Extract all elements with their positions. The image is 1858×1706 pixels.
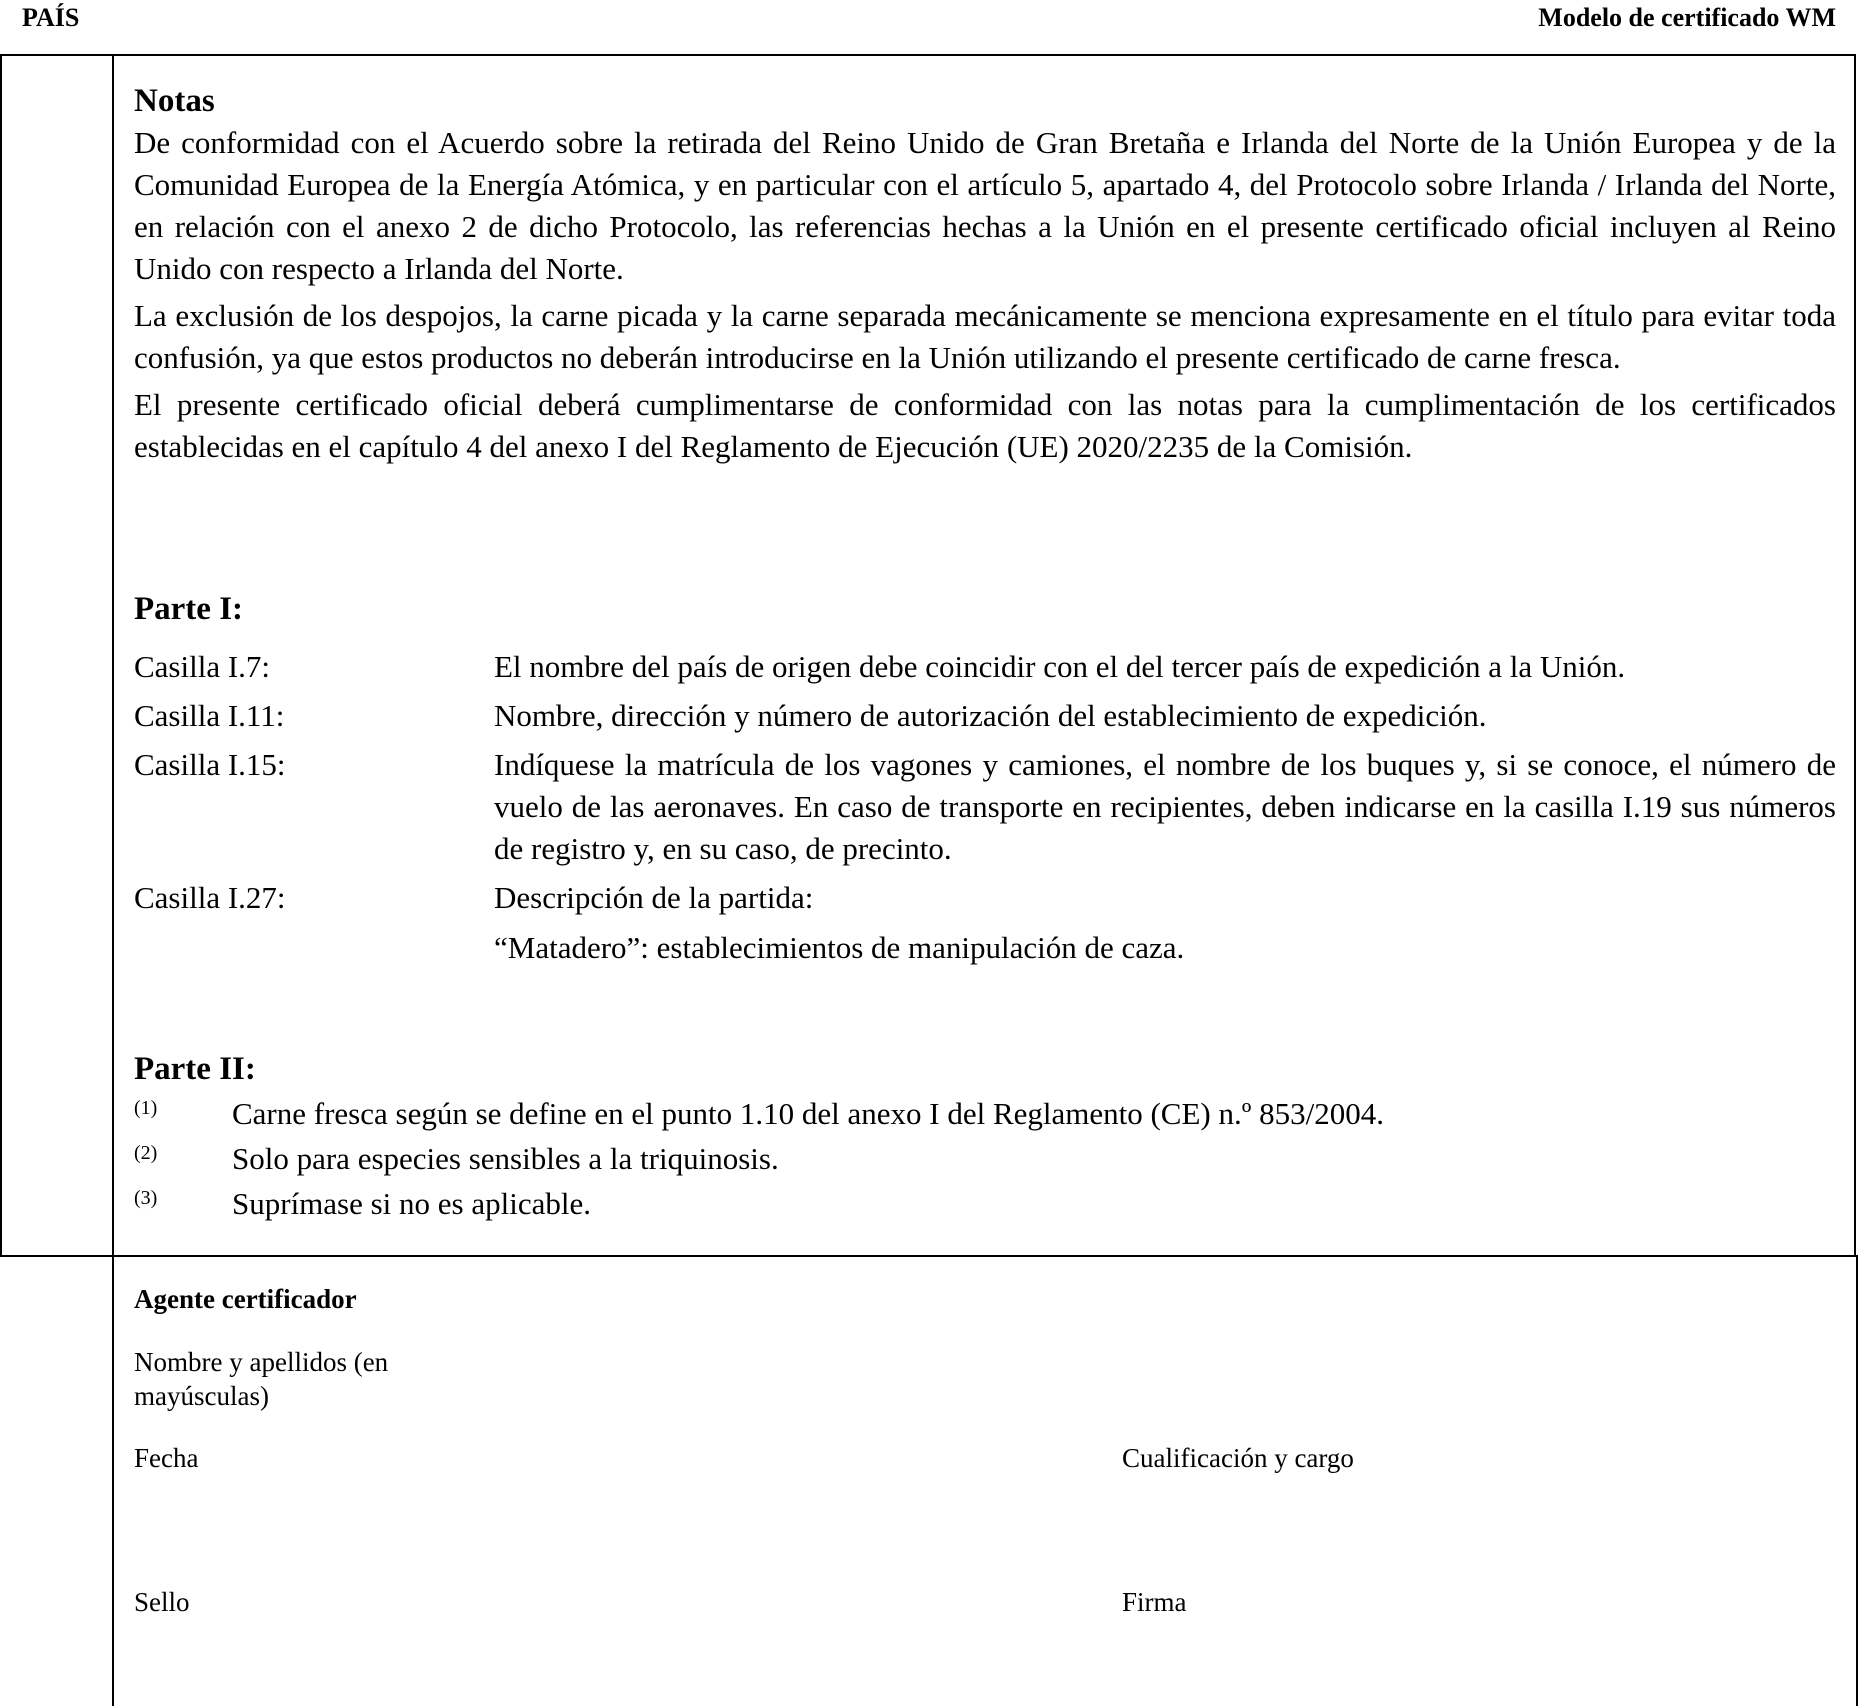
footnote-mark: (2) <box>134 1142 158 1164</box>
casilla-label: Casilla I.15: <box>134 747 286 782</box>
notes-paragraph: De conformidad con el Acuerdo sobre la retirada del Reino Unido de Gran Bretaña e Irlanda del Norte de la Unión Europea y de la Comunidad Europea de la Energía Atómica, y en particular con el artículo 5, apartado 4, del Protocolo sobre Irlanda / Irlanda del Norte, en relación con el anexo 2 de dicho Protocolo, las referencias hechas a la Unión en el presente certificado oficial incluyen al Reino Unido con respecto a Irlanda del Norte. <box>134 125 1836 286</box>
qualification-label: Cualificación y cargo <box>1122 1443 1354 1473</box>
casilla-text-block <box>494 877 1836 969</box>
casilla-text: Nombre, dirección y número de autorización del establecimiento de expedición. <box>494 698 1487 733</box>
footnote-row <box>134 1093 1836 1135</box>
parte1-title: Parte I: <box>134 591 244 627</box>
footnote-row <box>134 1183 1836 1225</box>
casilla-row <box>134 695 1836 737</box>
date-label: Fecha <box>134 1443 199 1473</box>
casilla-row <box>134 877 1836 969</box>
certifying-officer-title: Agente certificador <box>134 1284 357 1314</box>
footnote-text: Solo para especies sensibles a la triquinosis. <box>232 1141 779 1176</box>
parte1-section <box>134 588 1836 976</box>
casilla-label: Casilla I.11: <box>134 698 285 733</box>
footnote-mark: (1) <box>134 1097 158 1119</box>
notes-section <box>134 80 1836 473</box>
footnote-row <box>134 1138 1836 1180</box>
casilla-row <box>134 646 1836 688</box>
footnote-mark: (3) <box>134 1187 158 1209</box>
casilla-subtext: “Matadero”: establecimientos de manipulación de caza. <box>494 930 1185 965</box>
casilla-text: Indíquese la matrícula de los vagones y camiones, el nombre de los buques y, si se conoce, el número de vuelo de las aeronaves. En caso de transporte en recipientes, deben indicarse en la casilla I.19 sus números de registro y, en su caso, de precinto. <box>494 747 1836 866</box>
casilla-row <box>134 744 1836 870</box>
stamp-label: Sello <box>134 1587 190 1617</box>
notes-title: Notas <box>134 83 215 119</box>
casilla-label: Casilla I.27: <box>134 880 286 915</box>
notes-paragraph: El presente certificado oficial deberá cumplimentarse de conformidad con las notas para la cumplimentación de los certificados establecidas en el capítulo 4 del anexo I del Reglamento de Ejecución (UE) 2020/2235 de la Comisión. <box>134 387 1836 464</box>
casilla-label: Casilla I.7: <box>134 649 271 684</box>
footnote-text: Carne fresca según se define en el punto 1.10 del anexo I del Reglamento (CE) n.º 853/2004. <box>232 1096 1384 1131</box>
casilla-text: El nombre del país de origen debe coincidir con el del tercer país de expedición a la Unión. <box>494 649 1626 684</box>
parte2-title: Parte II: <box>134 1051 256 1087</box>
casilla-text: Descripción de la partida: <box>494 880 814 915</box>
name-label: Nombre y apellidos (en mayúsculas) <box>134 1347 389 1411</box>
footnote-text: Suprímase si no es aplicable. <box>232 1186 591 1221</box>
notes-paragraph: La exclusión de los despojos, la carne picada y la carne separada mecánicamente se menciona expresamente en el título para evitar toda confusión, ya que estos productos no deberán introducirse en la Unión utilizando el presente certificado de carne fresca. <box>134 298 1836 375</box>
country-header: PAÍS <box>22 3 80 32</box>
signature-label: Firma <box>1122 1587 1187 1617</box>
certificate-model-header: Modelo de certificado WM <box>1538 3 1836 32</box>
left-margin-line <box>112 54 114 1706</box>
parte2-section <box>134 1048 1836 1225</box>
